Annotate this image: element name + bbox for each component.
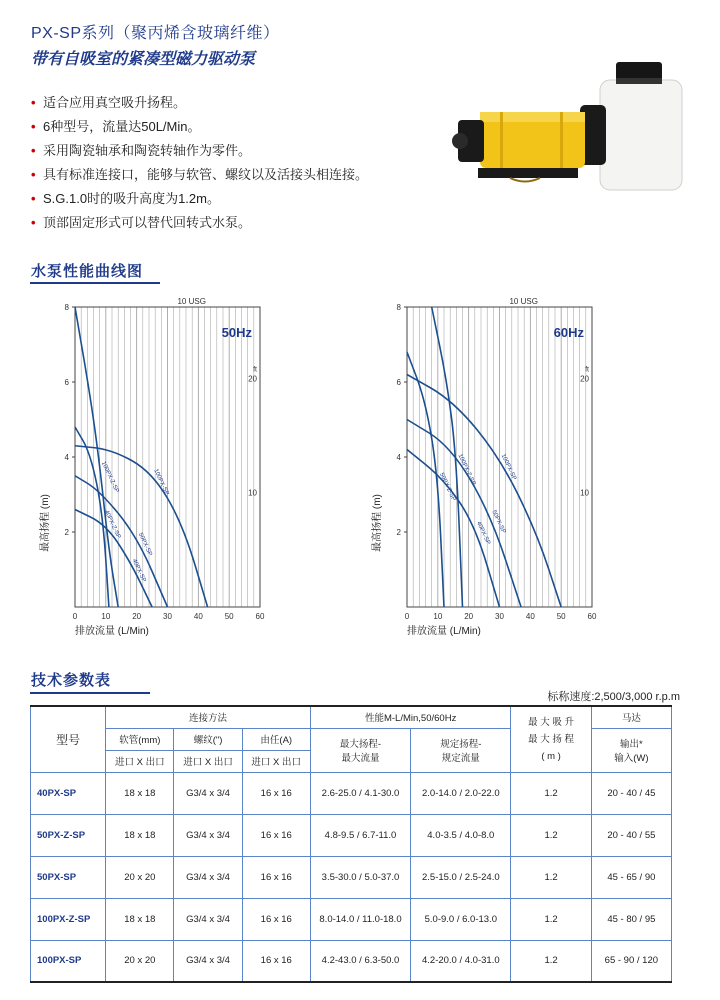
feature-text: S.G.1.0时的吸升高度为1.2m。	[43, 191, 220, 206]
series-label: 100PX-Z-SP	[99, 460, 120, 494]
feature-text: 适合应用真空吸升扬程。	[43, 95, 187, 110]
header-connection: 连接方法	[106, 706, 311, 728]
series-line	[407, 450, 500, 608]
section-title-specs: 技术参数表	[31, 672, 112, 689]
performance-chart-60hz	[362, 292, 612, 637]
feature-text: 顶部固定形式可以替代回转式水泵。	[43, 215, 252, 230]
right-unit-label: ft	[585, 366, 589, 374]
feature-text: 具有标准连接口，能够与软管、螺纹以及活接头相连接。	[43, 167, 369, 182]
header-motor: 马达	[591, 706, 671, 728]
table-row	[31, 772, 672, 814]
series-label: 50PX-Z-SP	[438, 472, 457, 503]
table-row	[31, 856, 672, 898]
bullet-icon: •	[31, 215, 36, 230]
cell-thread: G3/4 x 3/4	[174, 772, 242, 814]
bullet-icon: •	[31, 143, 36, 158]
bullet-icon: •	[31, 191, 36, 206]
feature-item	[31, 165, 368, 189]
y-axis-label: 最高扬程 (m)	[372, 494, 383, 552]
series-line	[75, 476, 168, 607]
table-row	[31, 940, 672, 982]
header-inout: 进口 X 出口	[242, 750, 310, 772]
table-row	[31, 814, 672, 856]
series-line	[407, 420, 521, 608]
cell-hose: 20 x 20	[106, 940, 174, 982]
cell-motor: 65 - 90 / 120	[591, 940, 671, 982]
cell-rated: 5.0-9.0 / 6.0-13.0	[411, 898, 511, 940]
cell-thread: G3/4 x 3/4	[174, 856, 242, 898]
x-tick-label: 20	[464, 612, 474, 621]
x-tick-label: 60	[587, 612, 597, 621]
x-tick-label: 0	[404, 612, 410, 621]
cell-rated: 4.0-3.5 / 4.0-8.0	[411, 814, 511, 856]
series-label: 40PX-Z-SP	[102, 509, 122, 540]
x-tick-label: 50	[556, 612, 566, 621]
right-tick-label: 20	[580, 374, 589, 384]
series-label: 100PX-Z-SP	[456, 453, 477, 487]
y-axis-label: 最高扬程 (m)	[40, 494, 51, 552]
cell-thread: G3/4 x 3/4	[174, 940, 242, 982]
cell-lift: 1.2	[511, 898, 591, 940]
speed-note: 标称速度:2,500/3,000 r.p.m	[547, 691, 680, 703]
chart-title: 60Hz	[553, 325, 584, 340]
x-tick-label: 40	[525, 612, 535, 621]
cell-max: 3.5-30.0 / 5.0-37.0	[310, 856, 410, 898]
section-title-curves: 水泵性能曲线图	[31, 263, 144, 280]
cell-lift: 1.2	[511, 856, 591, 898]
x-tick-label: 40	[193, 612, 203, 621]
y-tick-label: 6	[64, 378, 69, 387]
cell-hose: 18 x 18	[106, 772, 174, 814]
bullet-icon: •	[31, 119, 36, 134]
y-tick-label: 4	[64, 453, 69, 462]
header-inout: 进口 X 出口	[106, 750, 174, 772]
performance-chart-50hz	[30, 292, 280, 637]
y-tick-label: 6	[396, 378, 401, 387]
cell-model: 100PX-Z-SP	[31, 898, 106, 940]
header-inout: 进口 X 出口	[174, 750, 242, 772]
x-tick-label: 50	[224, 612, 234, 621]
cell-rated: 2.5-15.0 / 2.5-24.0	[411, 856, 511, 898]
x-tick-label: 10	[101, 612, 111, 621]
cell-hose: 20 x 20	[106, 856, 174, 898]
y-tick-label: 2	[64, 528, 69, 537]
x-tick-label: 0	[72, 612, 78, 621]
cell-max: 4.8-9.5 / 6.7-11.0	[310, 814, 410, 856]
cell-lift: 1.2	[511, 814, 591, 856]
series-label: 40PX-SP	[475, 520, 491, 546]
table-row	[31, 898, 672, 940]
page-title: PX-SP系列（聚丙烯含玻璃纤维）	[31, 25, 280, 42]
cell-model: 50PX-SP	[31, 856, 106, 898]
feature-item	[31, 117, 368, 141]
cell-motor: 45 - 65 / 90	[591, 856, 671, 898]
cell-motor: 20 - 40 / 45	[591, 772, 671, 814]
header-rated: 规定扬程- 规定流量	[411, 728, 511, 772]
feature-text: 6种型号，流量达50L/Min。	[43, 119, 201, 134]
y-tick-label: 2	[396, 528, 401, 537]
header-max: 最大扬程- 最大流量	[310, 728, 410, 772]
cell-lift: 1.2	[511, 772, 591, 814]
header-union: 由任(A)	[242, 728, 310, 750]
feature-item	[31, 93, 368, 117]
section-underline	[30, 692, 150, 694]
header-hose: 软管(mm)	[106, 728, 174, 750]
right-tick-label: 10	[248, 488, 257, 498]
top-scale-label: 10 USG	[509, 297, 538, 306]
cell-union: 16 x 16	[242, 772, 310, 814]
spec-table	[30, 705, 672, 983]
series-label: 40PX-SP	[130, 558, 147, 584]
feature-text: 采用陶瓷轴承和陶瓷转轴作为零件。	[43, 143, 252, 158]
cell-hose: 18 x 18	[106, 814, 174, 856]
x-tick-label: 60	[255, 612, 265, 621]
cell-thread: G3/4 x 3/4	[174, 898, 242, 940]
page-subtitle: 带有自吸室的紧凑型磁力驱动泵	[31, 51, 256, 68]
cell-max: 2.6-25.0 / 4.1-30.0	[310, 772, 410, 814]
x-tick-label: 20	[132, 612, 142, 621]
cell-motor: 45 - 80 / 95	[591, 898, 671, 940]
section-underline	[30, 282, 160, 284]
cell-motor: 20 - 40 / 55	[591, 814, 671, 856]
chart-title: 50Hz	[221, 325, 252, 340]
cell-union: 16 x 16	[242, 940, 310, 982]
cell-model: 100PX-SP	[31, 940, 106, 982]
y-tick-label: 8	[64, 303, 69, 312]
series-label: 50PX-SP	[490, 509, 507, 535]
y-tick-label: 8	[396, 303, 401, 312]
feature-item	[31, 141, 368, 165]
header-lift: 最 大 吸 升 最 大 扬 程 ( m )	[511, 706, 591, 772]
bullet-icon: •	[31, 95, 36, 110]
cell-model: 50PX-Z-SP	[31, 814, 106, 856]
series-label: 100PX-SP	[152, 468, 170, 497]
y-tick-label: 4	[396, 453, 401, 462]
header-performance: 性能M-L/Min,50/60Hz	[310, 706, 511, 728]
right-tick-label: 20	[248, 374, 257, 384]
x-tick-label: 10	[433, 612, 443, 621]
series-line	[75, 307, 118, 607]
x-tick-label: 30	[163, 612, 172, 621]
x-axis-label: 排放流量 (L/Min)	[407, 626, 481, 637]
header-motor-io: 输出* 输入(W)	[591, 728, 671, 772]
header-thread: 螺纹(")	[174, 728, 242, 750]
pump-image	[440, 40, 690, 195]
series-label: 100PX-SP	[499, 453, 517, 482]
cell-max: 4.2-43.0 / 6.3-50.0	[310, 940, 410, 982]
right-unit-label: ft	[253, 366, 257, 374]
feature-item	[31, 213, 368, 237]
feature-list	[31, 93, 368, 237]
cell-hose: 18 x 18	[106, 898, 174, 940]
feature-item	[31, 189, 368, 213]
top-scale-label: 10 USG	[177, 297, 206, 306]
x-axis-label: 排放流量 (L/Min)	[75, 626, 149, 637]
cell-rated: 2.0-14.0 / 2.0-22.0	[411, 772, 511, 814]
header-model: 型号	[31, 706, 106, 772]
cell-model: 40PX-SP	[31, 772, 106, 814]
bullet-icon: •	[31, 167, 36, 182]
x-tick-label: 30	[495, 612, 504, 621]
cell-lift: 1.2	[511, 940, 591, 982]
cell-max: 8.0-14.0 / 11.0-18.0	[310, 898, 410, 940]
cell-rated: 4.2-20.0 / 4.0-31.0	[411, 940, 511, 982]
series-label: 50PX-SP	[136, 532, 153, 557]
series-line	[407, 375, 561, 608]
cell-union: 16 x 16	[242, 898, 310, 940]
cell-union: 16 x 16	[242, 856, 310, 898]
cell-union: 16 x 16	[242, 814, 310, 856]
cell-thread: G3/4 x 3/4	[174, 814, 242, 856]
right-tick-label: 10	[580, 488, 589, 498]
